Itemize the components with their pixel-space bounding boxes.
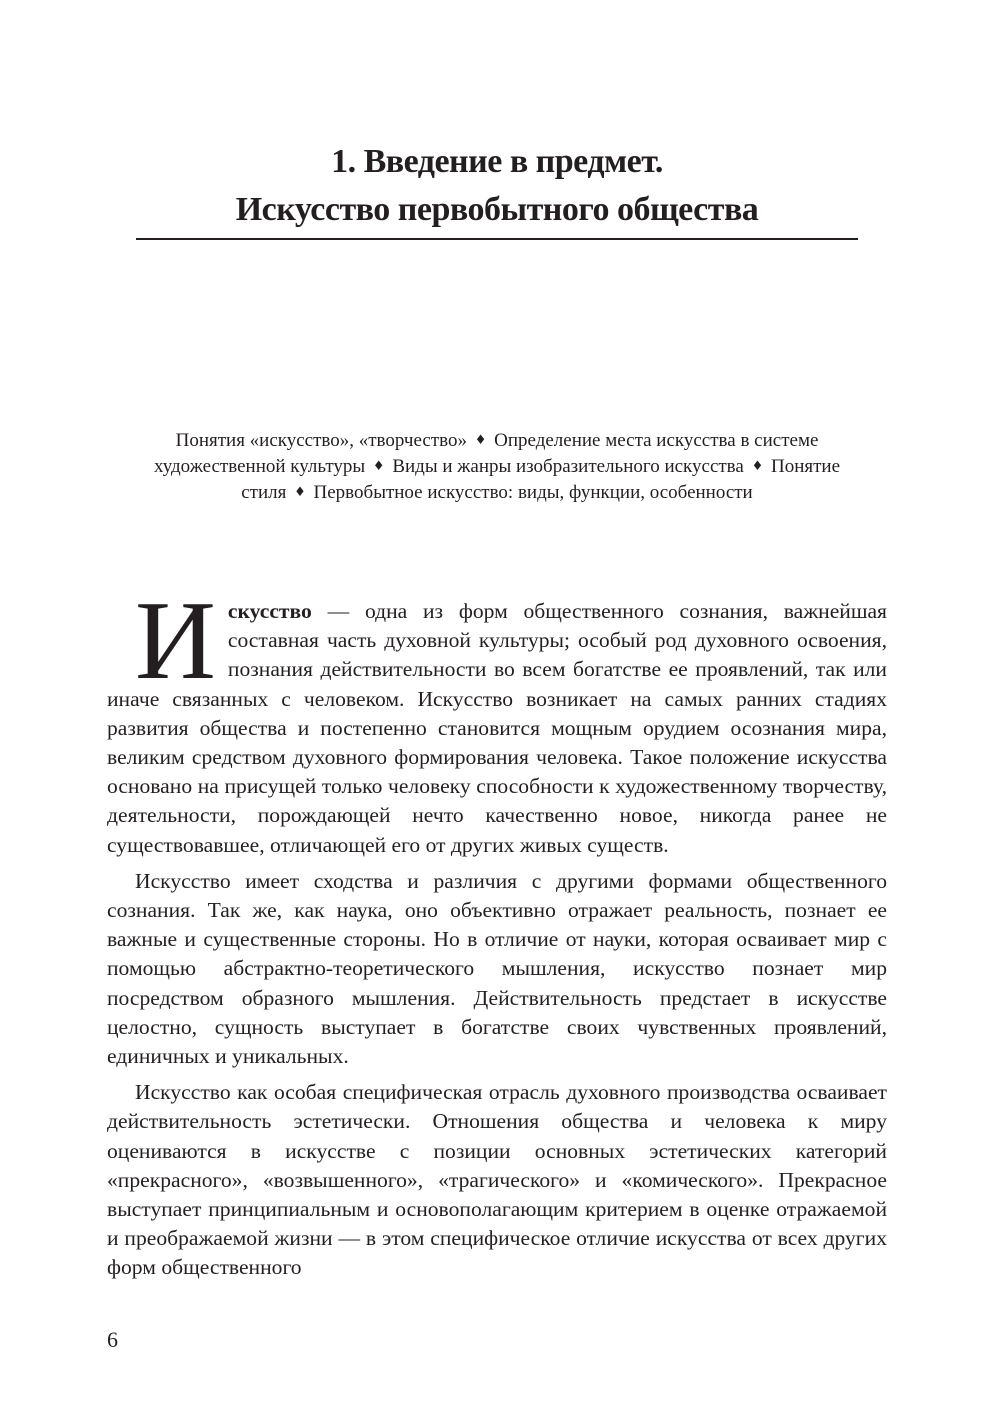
keyword-item: Понятие стиля xyxy=(241,456,841,503)
page-number: 6 xyxy=(107,1327,118,1352)
diamond-separator-icon: ♦ xyxy=(372,459,385,474)
keyword-item: Первобытное искусство: виды, функции, особенности xyxy=(313,482,753,503)
diamond-separator-icon: ♦ xyxy=(294,485,306,500)
body-text xyxy=(107,579,887,1283)
paragraph-2: Искусство имеет сходства и различия с другими формами общественного сознания. Так же, как наука, оно объективно отражает реальность, познает ее важные и существенные стороны. Но в отличие от науки, которая осваивает мир с помощью абстрактно-теоретического мышления, искусство познает мир посредством образного мышления. Действительность предстает в искусстве целостно, сущность выступает в богатстве своих чувственных проявлений, единичных и уникальных. xyxy=(107,868,887,1069)
paragraph-3: Искусство как особая специфическая отрасль духовного производства осваивает действительность эстетически. Отношения общества и человека к миру оцениваются в искусстве с позиции основных эстетических категорий «прекрасного», «возвышенного», «трагического» и «комического». Прекрасное выступает принципиальным и основополагающим критерием в оценке отражаемой и преображаемой жизни — в этом специфическое отличие искусства от всех других форм общественного xyxy=(107,1080,887,1280)
chapter-title-line-1: 1. Введение в предмет. xyxy=(331,143,663,180)
chapter-title xyxy=(136,138,858,234)
diamond-separator-icon: ♦ xyxy=(474,433,487,448)
paragraph-1 xyxy=(107,579,887,860)
diamond-separator-icon: ♦ xyxy=(751,459,764,474)
keyword-item: Понятия «искусство», «творчество» xyxy=(175,430,467,451)
lead-term: скусство xyxy=(227,599,312,623)
paragraph-1-text: — одна из форм общественного сознания, важнейшая составная часть духовной культуры; особый род духовного освоения, познания действительности во всем богатстве ее проявлений, так или иначе связанных с человеком. Искусство возникает на самых ранних стадиях развития общества и постепенно становится мощным орудием осознания мира, великим средством духовного формирования человека. Такое положение искусства основано на присущей только человеку способности к художественному творчеству, деятельности, порождающей нечто качественно новое, никогда ранее не существовавшее, отличающей его от других живых существ. xyxy=(107,599,887,857)
drop-cap: И xyxy=(135,579,216,703)
chapter-title-line-2: Искусство первобытного общества xyxy=(235,191,759,228)
chapter-keywords xyxy=(150,428,844,506)
keyword-item: Виды и жанры изобразительного искусства xyxy=(392,456,744,477)
title-underline xyxy=(136,238,858,240)
keyword-item: Определение места искусства в системе художественной культуры xyxy=(153,430,819,477)
